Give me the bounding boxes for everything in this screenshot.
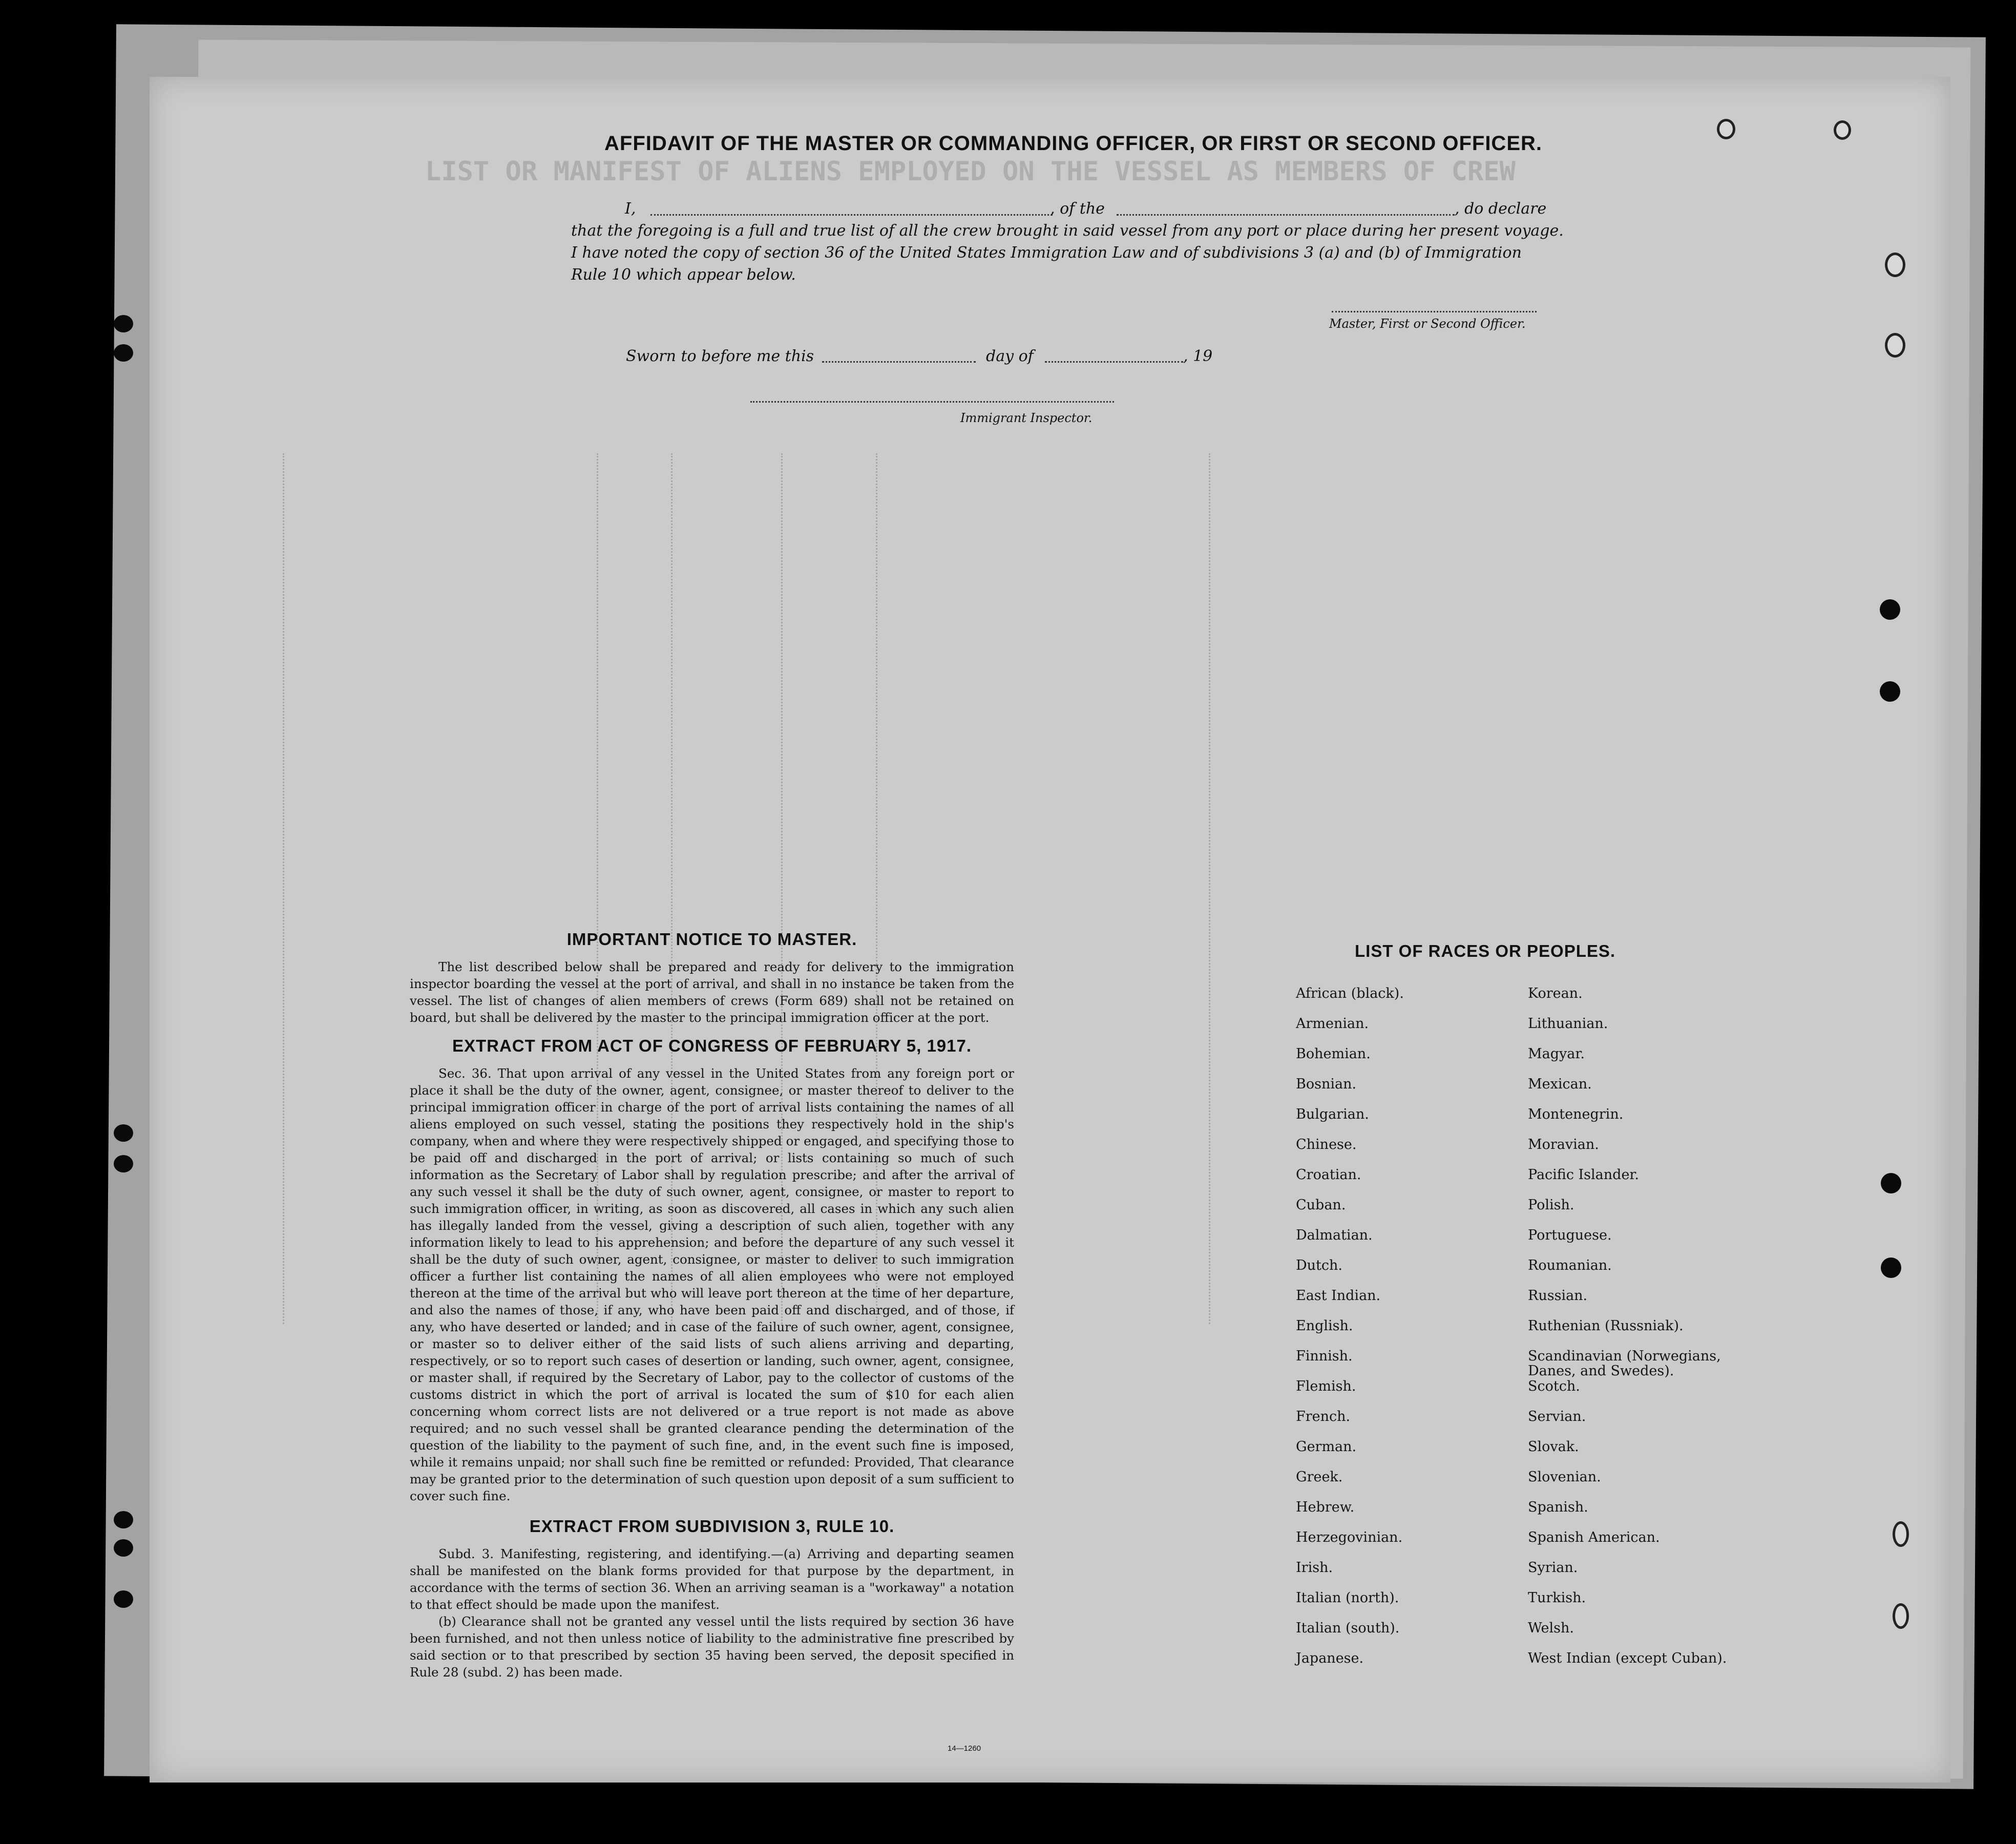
race-item: Mexican. — [1528, 1076, 1592, 1092]
race-item: Scandinavian (Norwegians, Danes, and Swedes). — [1528, 1348, 1721, 1379]
race-item: East Indian. — [1296, 1288, 1381, 1304]
race-item: Turkish. — [1528, 1590, 1586, 1606]
race-item: Roumanian. — [1528, 1258, 1612, 1273]
affidavit-of-the: , of the — [1050, 200, 1105, 218]
master-signature-line — [1332, 311, 1537, 312]
race-item: Spanish. — [1528, 1499, 1588, 1515]
race-item: Greek. — [1296, 1469, 1343, 1485]
race-item: Dutch. — [1296, 1258, 1342, 1273]
race-item: Bosnian. — [1296, 1076, 1357, 1092]
race-item: Polish. — [1528, 1197, 1574, 1213]
race-item: Italian (south). — [1296, 1620, 1400, 1636]
race-item: Syrian. — [1528, 1560, 1578, 1576]
race-item: Italian (north). — [1296, 1590, 1399, 1606]
year-text: , 19 — [1183, 347, 1213, 365]
name-blank — [650, 214, 1053, 216]
race-item: Montenegrin. — [1528, 1106, 1624, 1122]
month-blank — [1045, 361, 1183, 363]
race-item: Flemish. — [1296, 1378, 1356, 1394]
race-item: Welsh. — [1528, 1620, 1574, 1636]
sworn-text: Sworn to before me this — [626, 347, 814, 365]
race-item: Servian. — [1528, 1409, 1586, 1424]
race-item: Moravian. — [1528, 1137, 1599, 1152]
affidavit-line-4: Rule 10 which appear below. — [571, 266, 796, 284]
inspector-signature-line — [750, 401, 1114, 403]
scanned-manifest-page: LIST OR MANIFEST OF ALIENS EMPLOYED ON THE VESSEL AS MEMBERS OF CREW AFFIDAVIT OF THE MASTER OR COMMANDING OFFICER, OR FIRST OR SECOND OFFICER. I, , of the , do declare that the foregoing is a full and true list of all the crew brought in said vessel from any port or place during her present voyage. I have noted the copy of section 36 of the United States Immigration Law and of subdivisions 3 (a) and (b) of Immigration Rule 10 which appear below. Master, First or Second Officer. Sworn to before me this day of , 19 Immigrant Inspector. IMPORTANT NOTICE TO MASTER. The list described below shall be prepared and ready for delivery to the immigration inspector boarding the vessel at the port of arrival, and shall in no instance be taken from the vessel. The list of changes of alien members of crews (Form 689) shall not be retained on board, but shall be delivered by the master to the principal immigration officer at the port. EXTRACT FROM ACT OF CONGRESS OF FEBRUARY 5, 1917. Sec. 36. That upon arrival of any vessel in the United States from any foreign port or place it shall be the duty of the owner, agent, consignee, or master thereof to deliver to the principal immigration officer in charge of the port of arrival lists containing the names of all aliens employed on such vessel, stating the positions they respectively hold in the ship's company, when and where they were respectively shipped or engaged, and specifying those to be paid off and discharged in the port of arrival; or lists containing so much of such information as the Secretary of Labor shall by regulation prescribe; and after the arrival of any such vessel it shall be the duty of such owner, agent, consignee, or master to report to such immigration officer, in writing, as soon as discovered, all cases in which any such alien has illegally landed from the vessel, giving a description of such alien, together with any information likely to lead to his apprehension; and before the departure of any such vessel it shall be the duty of such owner, agent, consignee, or master to deliver to such immigration officer a further list containing the names of all alien employees who were not employed thereon at the time of the arrival but who will leave port thereon at the time of her departure, and also the names of those, if any, who have been paid off and discharged, and of those, if any, who have deserted or landed; and in case of the failure of such owner, agent, consignee, or master so to deliver either of the said lists of such aliens arriving and departing, respectively, or so to report such cases of desertion or landing, such owner, agent, consignee, or master shall, if required by the Secretary of Labor, pay to the collector of customs of the customs district in which the port of arrival is located the sum of $10 for each alien concerning whom correct lists are not delivered or a true report is not made as above required; and no such vessel shall be granted clearance pending the determination of the question of the liability to the payment of such fine, and, in the event such fine is imposed, while it remains unpaid; nor shall such fine be remitted or refunded: Provided, That clearance may be granted prior to the determination of such question upon deposit of a sum sufficient to cover such fine. EXTRACT FROM SUBDIVISION 3, RULE 10. Subd. 3. Manifesting, registering, and identifying.—(a) Arriving and departing seamen shall be manifested on the blank forms provided for that purpose by the department, in accordance with the terms of section 36. When an arriving seaman is a "workaway" a notation to that effect should be made upon the manifest. (b) Clearance shall not be granted any vessel until the lists required by section 36 have been furnished, and not then unless notice of liability to the administrative fine prescribed by said section or to that prescribed by section 35 having been served, the deposit specified in Rule 28 (subd. 2) has been made. 14—1260 LIST OF RACES OR PEOPLES. African (black). Armenian. Bohemian. Bosnian. Bulgarian. Chinese. Croatian. Cuban. Dalmatian. Dutch. East Indian. English. Finnish. Flemish. French. German. Greek. Hebrew. Herzegovinian. Irish. Italian (north). Italian (south). Japanese. Korean. Lithuanian. Magyar. Mexican. Montenegrin. Moravian. Pacific Islander. Polish. Portuguese. Roumanian. Russian. Ruthenian (Russniak). Scandinavian (Norwegians, Danes, and Swedes). Scotch. Servian. Slovak. Slovenian. Spanish. Spanish American. Syrian. Turkish. Welsh. West Indian (except Cuban). — [0, 0, 2016, 1844]
race-item: Russian. — [1528, 1288, 1588, 1304]
act-extract-body: Sec. 36. That upon arrival of any vessel in the United States from any foreign port or place it shall be the duty of the owner, agent, consignee, or master thereof to deliver to the principal immigration officer in charge of the port of arrival lists containing the names of all aliens employed on such vessel, stating the positions they respectively hold in the ship's company, when and where they were respectively shipped or engaged, and specifying those to be paid off and discharged in the port of arrival; or lists containing so much of such information as the Secretary of Labor shall by regulation prescribe; and after the arrival of any such vessel it shall be the duty of such owner, agent, consignee, or master to report to such immigration officer, in writing, as soon as discovered, all cases in which any such alien has illegally landed from the vessel, giving a description of such alien, together with any information likely to lead to his apprehension; and before the departure of any such vessel it shall be the duty of such owner, agent, consignee, or master to deliver to such immigration officer a further list containing the names of all alien employees who were not employed thereon at the time of the arrival but who will leave port thereon at the time of her departure, and also the names of those, if any, who have been paid off and discharged, and of those, if any, who have deserted or landed; and in case of the failure of such owner, agent, consignee, or master so to deliver either of the said lists of such aliens arriving and departing, respectively, or so to report such cases of desertion or landing, such owner, agent, consignee, or master shall, if required by the Secretary of Labor, pay to the collector of customs of the customs district in which the port of arrival is located the sum of $10 for each alien concerning whom correct lists are not delivered or a true report is not made as above required; and no such vessel shall be granted clearance pending the determination of the question of the liability to the payment of such fine, and, in the event such fine is imposed, while it remains unpaid; nor shall such fine be remitted or refunded: Provided, That clearance may be granted prior to the determination of such question upon deposit of a sum sufficient to cover such fine. — [410, 1066, 1014, 1503]
race-item: African (black). — [1296, 986, 1404, 1001]
race-item: Lithuanian. — [1528, 1016, 1608, 1032]
vessel-blank — [1117, 214, 1455, 216]
race-item: Slovak. — [1528, 1439, 1579, 1455]
race-item: Irish. — [1296, 1560, 1333, 1576]
race-item: Portuguese. — [1528, 1227, 1612, 1243]
form-number: 14—1260 — [948, 1744, 981, 1753]
race-item: Bohemian. — [1296, 1046, 1371, 1062]
rule-extract-title: EXTRACT FROM SUBDIVISION 3, RULE 10. — [529, 1517, 895, 1536]
affidavit-title: AFFIDAVIT OF THE MASTER OR COMMANDING OFFICER, OR FIRST OR SECOND OFFICER. — [604, 132, 1542, 155]
affidavit-line-2: that the foregoing is a full and true list of all the crew brought in said vessel from any port or place during her present voyage. — [571, 222, 1564, 240]
race-item: Dalmatian. — [1296, 1227, 1373, 1243]
important-notice — [410, 930, 1014, 1681]
races-column-2 — [1528, 986, 1743, 1681]
affidavit-declare: , do declare — [1455, 200, 1547, 218]
race-item: French. — [1296, 1409, 1351, 1424]
race-item: West Indian (except Cuban). — [1528, 1650, 1727, 1666]
master-signature-caption: Master, First or Second Officer. — [1329, 317, 1526, 331]
race-item: Pacific Islander. — [1528, 1167, 1639, 1183]
race-item: Spanish American. — [1528, 1529, 1660, 1545]
races-column-1 — [1296, 986, 1404, 1681]
race-item: Croatian. — [1296, 1167, 1361, 1183]
race-item: Magyar. — [1528, 1046, 1585, 1062]
race-item: Armenian. — [1296, 1016, 1369, 1032]
race-item: English. — [1296, 1318, 1353, 1334]
day-blank — [822, 361, 976, 363]
inspector-signature-caption: Immigrant Inspector. — [960, 411, 1093, 425]
race-item: Cuban. — [1296, 1197, 1346, 1213]
race-item: Chinese. — [1296, 1137, 1357, 1152]
race-item: Korean. — [1528, 986, 1583, 1001]
affidavit-line-3: I have noted the copy of section 36 of the United States Immigration Law and of subdivisions 3 (a) and (b) of Immigration — [571, 244, 1522, 262]
rule-extract-para-a: Subd. 3. Manifesting, registering, and identifying.—(a) Arriving and departing seamen shall be manifested on the blank forms provided for that purpose by the department, in accordance with the terms of section 36. When an arriving seaman is a "workaway" a notation to that effect should be made upon the manifest. — [410, 1546, 1014, 1612]
notice-title: IMPORTANT NOTICE TO MASTER. — [566, 930, 857, 949]
race-item: Ruthenian (Russniak). — [1528, 1318, 1684, 1334]
day-of-text: day of — [986, 347, 1034, 365]
race-item: Herzegovinian. — [1296, 1529, 1403, 1545]
race-item: Japanese. — [1296, 1650, 1364, 1666]
races-title: LIST OF RACES OR PEOPLES. — [1355, 941, 1616, 960]
race-item: Slovenian. — [1528, 1469, 1601, 1485]
race-item: Hebrew. — [1296, 1499, 1355, 1515]
race-item: Scotch. — [1528, 1378, 1580, 1394]
race-item: German. — [1296, 1439, 1357, 1455]
affidavit-i: I, — [625, 200, 636, 218]
race-item: Bulgarian. — [1296, 1106, 1369, 1122]
act-extract-title: EXTRACT FROM ACT OF CONGRESS OF FEBRUARY 5, 1917. — [452, 1036, 972, 1055]
race-item: Finnish. — [1296, 1348, 1353, 1364]
notice-body: The list described below shall be prepared and ready for delivery to the immigration inspector boarding the vessel at the port of arrival, and shall in no instance be taken from the vessel. The list of changes of alien members of crews (Form 689) shall not be retained on board, but shall be delivered by the master to the principal immigration officer at the port. — [410, 959, 1014, 1025]
rule-extract-para-b: (b) Clearance shall not be granted any vessel until the lists required by section 36 have been furnished, and not then unless notice of liability to the administrative fine prescribed by said section or to that prescribed by section 35 having been served, the deposit specified in Rule 28 (subd. 2) has been made. — [410, 1614, 1014, 1680]
